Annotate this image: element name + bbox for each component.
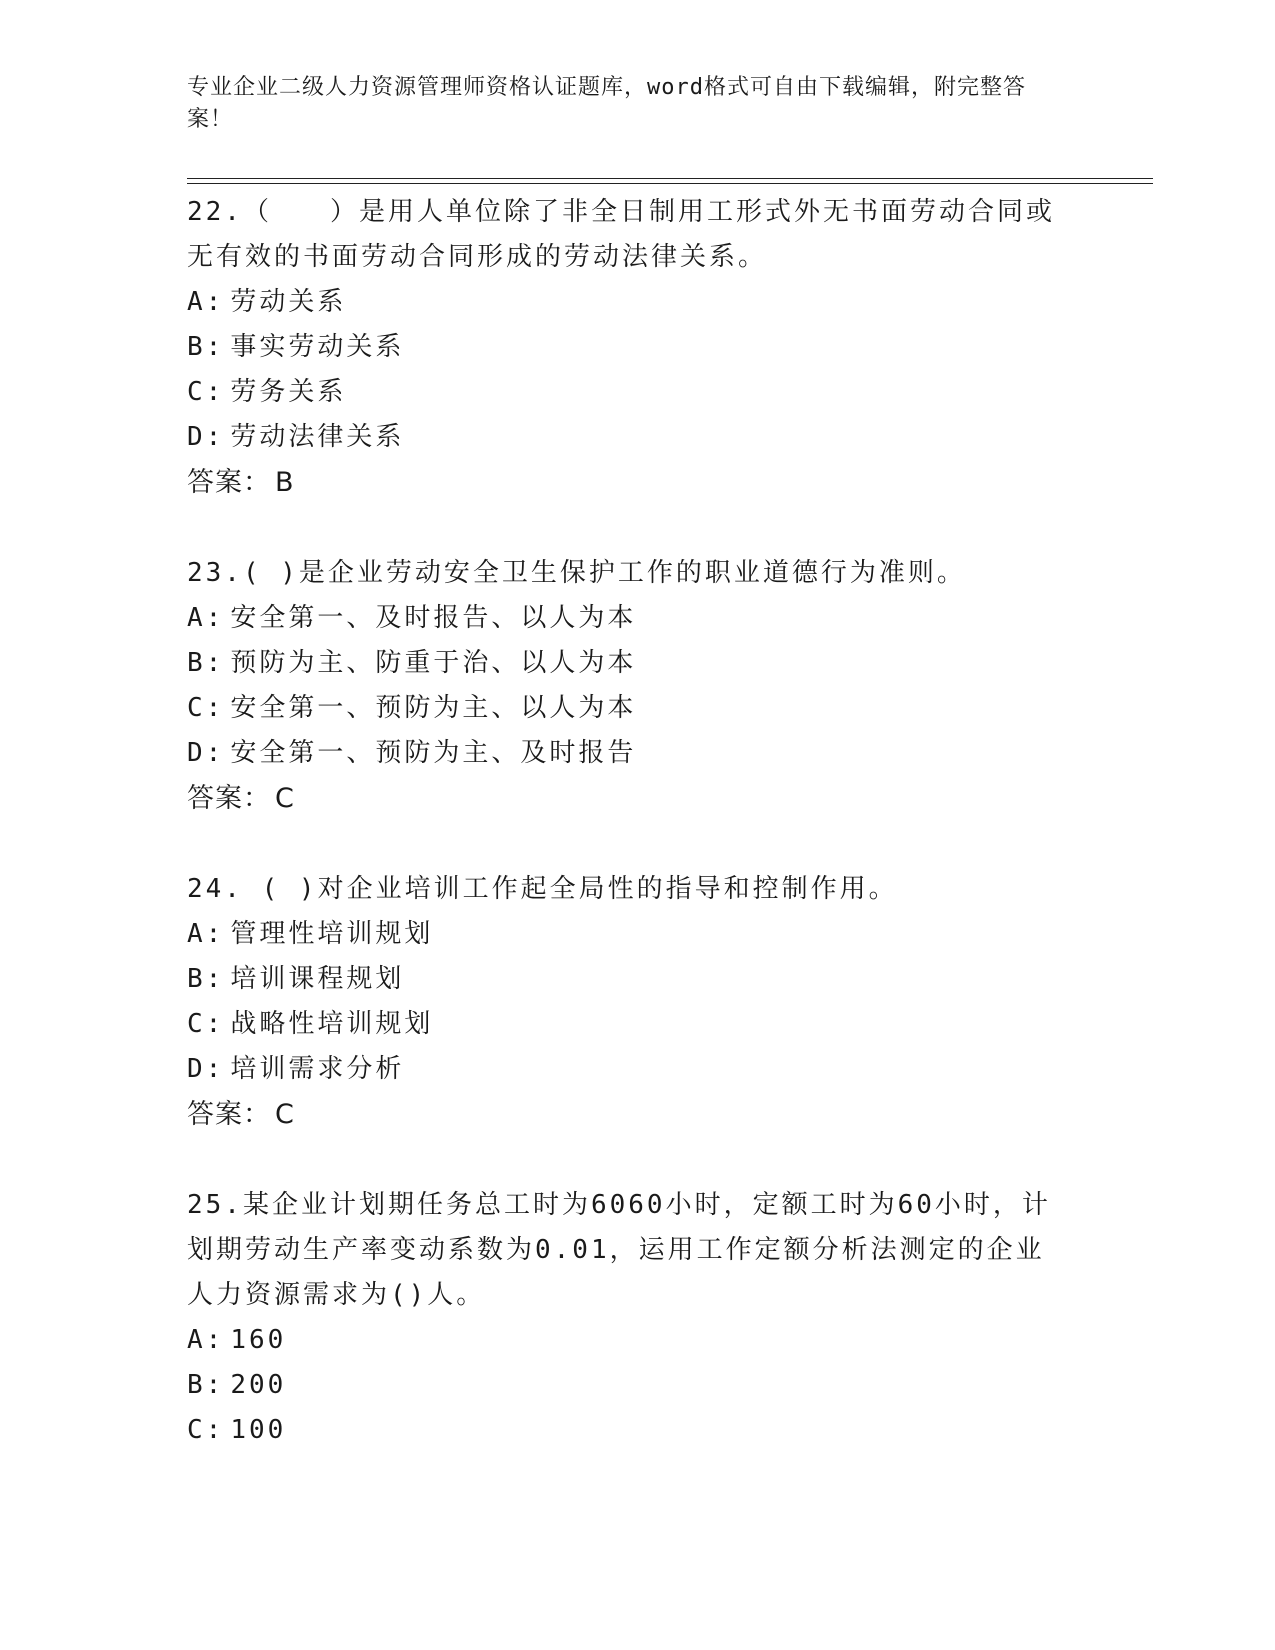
question-list	[187, 190, 1087, 1453]
option-key: A:	[187, 1325, 225, 1355]
option-text: 劳务关系	[230, 377, 347, 407]
answer-line	[187, 1092, 1087, 1138]
option-d	[187, 415, 1087, 460]
header-divider-top	[187, 178, 1153, 179]
answer-value: C	[275, 783, 295, 814]
option-text: 安全第一、及时报告、以人为本	[230, 603, 637, 633]
option-key: D:	[187, 738, 225, 768]
option-key: C:	[187, 693, 225, 723]
option-a	[187, 1318, 1087, 1363]
answer-value: C	[275, 1099, 295, 1130]
question-stem: 23.( )是企业劳动安全卫生保护工作的职业道德行为准则。	[187, 558, 966, 588]
document-header: 专业企业二级人力资源管理师资格认证题库，word格式可自由下载编辑，附完整答案！	[187, 75, 1026, 132]
question-24	[187, 867, 1087, 1138]
option-key: D:	[187, 1054, 225, 1084]
option-text: 200	[230, 1370, 287, 1400]
option-key: C:	[187, 1415, 225, 1445]
option-b	[187, 325, 1087, 370]
option-text: 劳动关系	[230, 287, 347, 317]
option-text: 160	[230, 1325, 287, 1355]
option-key: C:	[187, 377, 225, 407]
option-c	[187, 1408, 1087, 1453]
option-text: 事实劳动关系	[230, 332, 405, 362]
option-text: 劳动法律关系	[230, 422, 405, 452]
option-d	[187, 731, 1087, 776]
option-key: A:	[187, 919, 225, 949]
option-text: 100	[230, 1415, 287, 1445]
option-a	[187, 280, 1087, 325]
answer-line	[187, 776, 1087, 822]
question-stem: 24. ( )对企业培训工作起全局性的指导和控制作用。	[187, 874, 898, 904]
option-text: 预防为主、防重于治、以人为本	[230, 648, 637, 678]
option-a	[187, 912, 1087, 957]
option-text: 培训课程规划	[230, 964, 405, 994]
option-key: B:	[187, 648, 225, 678]
option-b	[187, 641, 1087, 686]
option-c	[187, 1002, 1087, 1047]
option-b	[187, 957, 1087, 1002]
option-text: 培训需求分析	[230, 1054, 405, 1084]
option-text: 安全第一、预防为主、以人为本	[230, 693, 637, 723]
option-b	[187, 1363, 1087, 1408]
option-d	[187, 1047, 1087, 1092]
question-stem: 25.某企业计划期任务总工时为6060小时，定额工时为60小时，计划期劳动生产率变动系数为0.01，运用工作定额分析法测定的企业人力资源需求为()人。	[187, 1190, 1051, 1310]
question-stem: 22.（ ）是用人单位除了非全日制用工形式外无书面劳动合同或无有效的书面劳动合同形成的劳动法律关系。	[187, 197, 1055, 272]
option-key: A:	[187, 287, 225, 317]
option-text: 安全第一、预防为主、及时报告	[230, 738, 637, 768]
option-text: 管理性培训规划	[230, 919, 434, 949]
option-key: B:	[187, 332, 225, 362]
question-22	[187, 190, 1087, 506]
option-key: B:	[187, 964, 225, 994]
option-text: 战略性培训规划	[230, 1009, 434, 1039]
question-25	[187, 1183, 1087, 1453]
option-key: C:	[187, 1009, 225, 1039]
answer-label: 答案：	[187, 1099, 271, 1130]
option-key: D:	[187, 422, 225, 452]
option-c	[187, 686, 1087, 731]
answer-value: B	[275, 467, 295, 498]
header-divider-bottom	[187, 183, 1153, 184]
option-key: B:	[187, 1370, 225, 1400]
answer-label: 答案：	[187, 783, 271, 814]
answer-line	[187, 460, 1087, 506]
option-a	[187, 596, 1087, 641]
answer-label: 答案：	[187, 467, 271, 498]
option-key: A:	[187, 603, 225, 633]
question-23	[187, 551, 1087, 822]
option-c	[187, 370, 1087, 415]
